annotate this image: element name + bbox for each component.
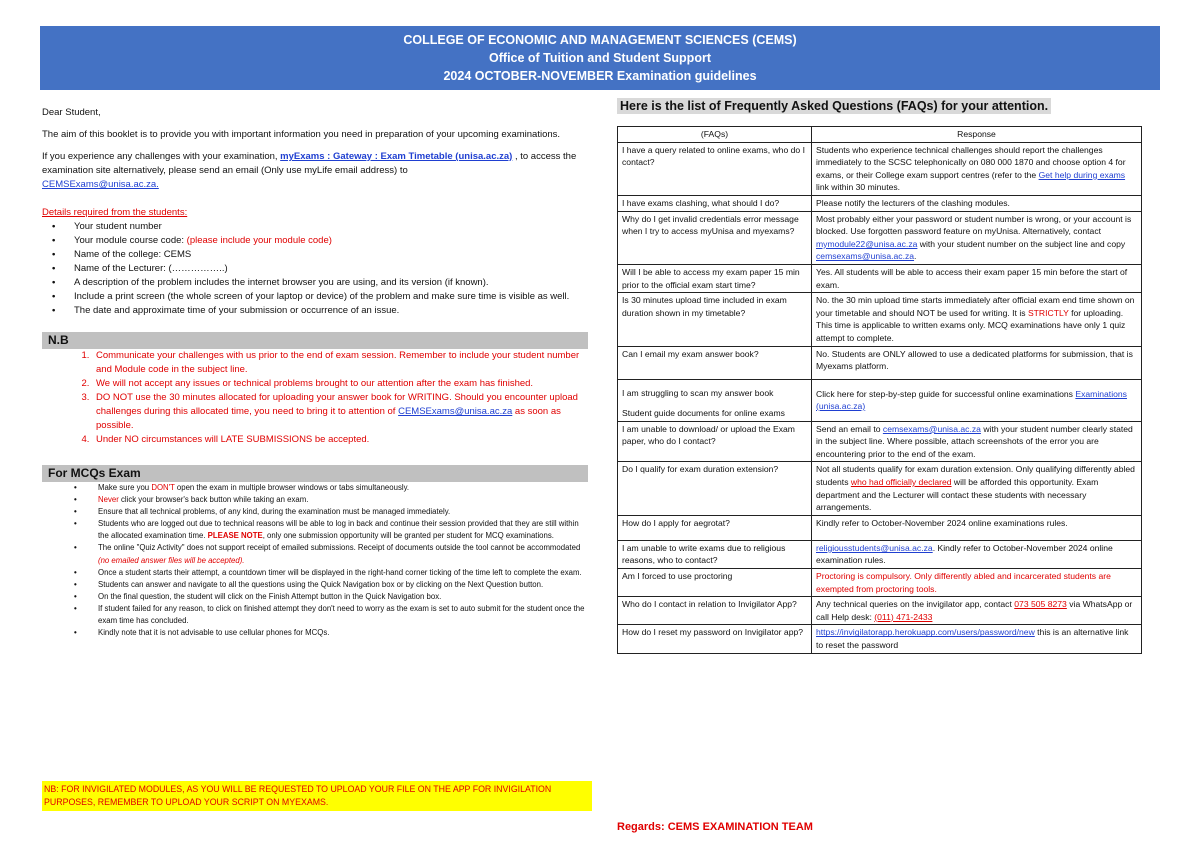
- cems-email-link-nb[interactable]: CEMSExams@unisa.ac.za: [398, 406, 513, 417]
- table-row: [618, 540, 1142, 568]
- response-column-header: Response: [812, 127, 1142, 143]
- table-row: [618, 293, 1142, 346]
- table-row: [618, 421, 1142, 462]
- faq-question: I have exams clashing, what should I do?: [618, 195, 812, 211]
- list-item: • The date and approximate time of your submission or occurrence of an issue.: [74, 304, 588, 318]
- list-item: • Make sure you DON'T open the exam in multiple browser windows or tabs simultaneously.: [98, 482, 588, 494]
- faq-question: I am struggling to scan my answer book Student guide documents for online exams: [618, 379, 812, 421]
- table-row: [618, 264, 1142, 292]
- list-item: • Never click your browser's back button while taking an exam.: [98, 494, 588, 506]
- table-row: [618, 195, 1142, 211]
- nb-list: [42, 349, 588, 447]
- challenge-paragraph: If you experience any challenges with your examination, myExams : Gateway : Exam Timetable (unisa.ac.za) , to access the examination site alternatively, please send an email (Only use myLife email address) to CEMSExams@unisa.ac.za.: [42, 151, 577, 190]
- faq-answer: Send an email to cemsexams@unisa.ac.za with your student number clearly stated in the subject line. Where possible, attach screenshots of the error you are encountering prior to the end of the exam.: [812, 421, 1142, 462]
- list-item: • Include a print screen (the whole screen of your laptop or device) of the problem and make sure time is visible as well.: [74, 290, 588, 304]
- myexams-link[interactable]: myExams : Gateway : Exam Timetable (unisa.ac.za): [280, 151, 513, 162]
- college-title: COLLEGE OF ECONOMIC AND MANAGEMENT SCIENCES (CEMS): [403, 33, 797, 47]
- table-row: [618, 379, 1142, 421]
- table-row: [618, 569, 1142, 597]
- header-banner: [40, 26, 1160, 90]
- table-row: [618, 515, 1142, 540]
- examinations-link[interactable]: Examinations (unisa.ac.za): [816, 388, 1127, 412]
- faq-answer: Please notify the lecturers of the clashing modules.: [812, 195, 1142, 211]
- faq-question: I am unable to write exams due to religious reasons, who to contact?: [618, 540, 812, 568]
- table-row: [618, 127, 1142, 143]
- faq-answer: No. Students are ONLY allowed to use a dedicated platforms for submission, that is Myexams platform.: [812, 346, 1142, 379]
- faq-title: Here is the list of Frequently Asked Questions (FAQs) for your attention.: [617, 98, 1051, 114]
- list-item: • Your module course code: (please include your module code): [74, 234, 588, 248]
- list-item: • Name of the Lecturer: (……………..): [74, 262, 588, 276]
- nb-heading: N.B: [42, 332, 588, 349]
- cems-email-link[interactable]: CEMSExams@unisa.ac.za.: [42, 179, 159, 190]
- get-help-link[interactable]: Get help during exams: [1038, 169, 1126, 180]
- faq-answer: https://invigilatorapp.herokuapp.com/users/password/new this is an alternative link to reset the password: [812, 625, 1142, 653]
- guidelines-title: 2024 OCTOBER-NOVEMBER Examination guidelines: [443, 69, 757, 83]
- list-item: 3. DO NOT use the 30 minutes allocated for uploading your answer book for WRITING. Should you encounter upload challenges during this allocated time, you need to bring it to attention of CEMSExams@unisa.ac.za as soon as possible.: [92, 391, 588, 433]
- list-item: • Your student number: [74, 220, 588, 234]
- list-item: • Kindly note that it is not advisable to use cellular phones for MCQs.: [98, 627, 588, 639]
- list-item: • On the final question, the student will click on the Finish Attempt button in the Quick Navigation box.: [98, 591, 588, 603]
- faq-question: I have a query related to online exams, who do I contact?: [618, 142, 812, 195]
- list-item: • Once a student starts their attempt, a countdown timer will be displayed in the right-hand corner ticking of the time left to complete the exam.: [98, 567, 588, 579]
- table-row: [618, 462, 1142, 515]
- list-item: • Students who are logged out due to technical reasons will be able to log in back and continue their session provided that they are still within the allocated examination time. PLEASE NOTE, only one submission opportunity will be granted per student for MCQ examinations.: [98, 518, 588, 542]
- faq-answer: Proctoring is compulsory. Only differently abled and incarcerated students are exempted from proctoring tools.: [812, 569, 1142, 597]
- invigilator-reset-link[interactable]: https://invigilatorapp.herokuapp.com/users/password/new: [816, 627, 1035, 638]
- table-row: [618, 142, 1142, 195]
- table-row: [618, 597, 1142, 625]
- table-row: [618, 211, 1142, 264]
- cemsexams-email-link[interactable]: cemsexams@unisa.ac.za: [816, 251, 915, 262]
- left-column: [42, 106, 588, 639]
- details-heading: Details required from the students:: [42, 207, 188, 218]
- faq-question: Why do I get invalid credentials error message when I try to access myUnisa and myexams?: [618, 211, 812, 264]
- mcq-heading: For MCQs Exam: [42, 465, 588, 482]
- aim-paragraph: The aim of this booklet is to provide you with important information you need in preparation of your upcoming examinations.: [42, 129, 561, 140]
- faq-question: How do I apply for aegrotat?: [618, 515, 812, 540]
- faq-question: Am I forced to use proctoring: [618, 569, 812, 597]
- greeting: Dear Student,: [42, 107, 101, 118]
- mymodule-email-link[interactable]: mymodule22@unisa.ac.za: [816, 238, 918, 249]
- list-item: • A description of the problem includes the internet browser you are using, and its version (if known).: [74, 276, 588, 290]
- list-item: • Name of the college: CEMS: [74, 248, 588, 262]
- faq-answer: Most probably either your password or student number is wrong, or your account is blocked. Use forgotten password feature on myUnisa. Alternatively, contact mymodule22@unisa.ac.za with your student number on the subject line and copy cemsexams@unisa.ac.za.: [812, 211, 1142, 264]
- details-list: [42, 220, 588, 318]
- faq-answer: Any technical queries on the invigilator app, contact 073 505 8273 via WhatsApp or call Help desk: (011) 471-2433: [812, 597, 1142, 625]
- faq-question: Is 30 minutes upload time included in exam duration shown in my timetable?: [618, 293, 812, 346]
- regards-signature: Regards: CEMS EXAMINATION TEAM: [617, 821, 813, 833]
- faq-answer: Kindly refer to October-November 2024 online examinations rules.: [812, 515, 1142, 540]
- faq-answer: No. the 30 min upload time starts immediately after official exam end time shown on your timetable and should NOT be used for writing. It is STRICTLY for uploading. This time is applicable to written exams only. MCQ examinations have only 1 quiz attempt to complete.: [812, 293, 1142, 346]
- invigilated-note: NB: FOR INVIGILATED MODULES, AS YOU WILL BE REQUESTED TO UPLOAD YOUR FILE ON THE APP FOR INVIGILATION PURPOSES, REMEMBER TO UPLOAD YOUR SCRIPT ON MYEXAMS.: [42, 781, 592, 811]
- cemsexams-email-link-2[interactable]: cemsexams@unisa.ac.za: [882, 423, 981, 434]
- list-item: • Ensure that all technical problems, of any kind, during the examination must be managed immediately.: [98, 506, 588, 518]
- faq-column-header: (FAQs): [618, 127, 812, 143]
- religious-email-link[interactable]: religiousstudents@unisa.ac.za: [816, 542, 933, 553]
- faq-answer: Not all students qualify for exam duration extension. Only qualifying differently abled students who had officially declared will be afforded this opportunity. Exam department and the Lecturer will contact these students with necessary arrangements.: [812, 462, 1142, 515]
- list-item: 4. Under NO circumstances will LATE SUBMISSIONS be accepted.: [92, 433, 588, 447]
- faq-answer: Click here for step-by-step guide for successful online examinations Examinations (unisa.ac.za): [812, 379, 1142, 421]
- faq-question: Who do I contact in relation to Invigilator App?: [618, 597, 812, 625]
- list-item: 1. Communicate your challenges with us prior to the end of exam session. Remember to include your student number and Module code in the subject line.: [92, 349, 588, 377]
- table-row: [618, 346, 1142, 379]
- faq-answer: Students who experience technical challenges should report the challenges immediately to the SCSC telephonically on 080 000 1870 and choose option 4 for exams, or their College exam support centres (refer to the Get help during exams link within 30 minutes.: [812, 142, 1142, 195]
- faq-table: [617, 126, 1142, 654]
- office-title: Office of Tuition and Student Support: [489, 51, 711, 65]
- faq-question: Will I be able to access my exam paper 15 min prior to the official exam start time?: [618, 264, 812, 292]
- faq-question: Do I qualify for exam duration extension?: [618, 462, 812, 515]
- list-item: 2. We will not accept any issues or technical problems brought to our attention after the exam has finished.: [92, 377, 588, 391]
- table-row: [618, 625, 1142, 653]
- faq-question: Can I email my exam answer book?: [618, 346, 812, 379]
- list-item: • Students can answer and navigate to all the questions using the Quick Navigation box or by clicking on the Next Question button.: [98, 579, 588, 591]
- faq-question: I am unable to download/ or upload the Exam paper, who do I contact?: [618, 421, 812, 462]
- faq-answer: Yes. All students will be able to access their exam paper 15 min before the start of exam.: [812, 264, 1142, 292]
- list-item: • The online "Quiz Activity" does not support receipt of emailed submissions. Receipt of documents outside the tool cannot be accommodated (no emailed answer files will be accepted).: [98, 542, 588, 566]
- list-item: • If student failed for any reason, to click on finished attempt they don't need to worry as the exam is set to auto submit for the student once the exam time has concluded.: [98, 603, 588, 627]
- mcq-list: [42, 482, 588, 639]
- faq-answer: religiousstudents@unisa.ac.za. Kindly refer to October-November 2024 online examination rules.: [812, 540, 1142, 568]
- faq-question: How do I reset my password on Invigilator app?: [618, 625, 812, 653]
